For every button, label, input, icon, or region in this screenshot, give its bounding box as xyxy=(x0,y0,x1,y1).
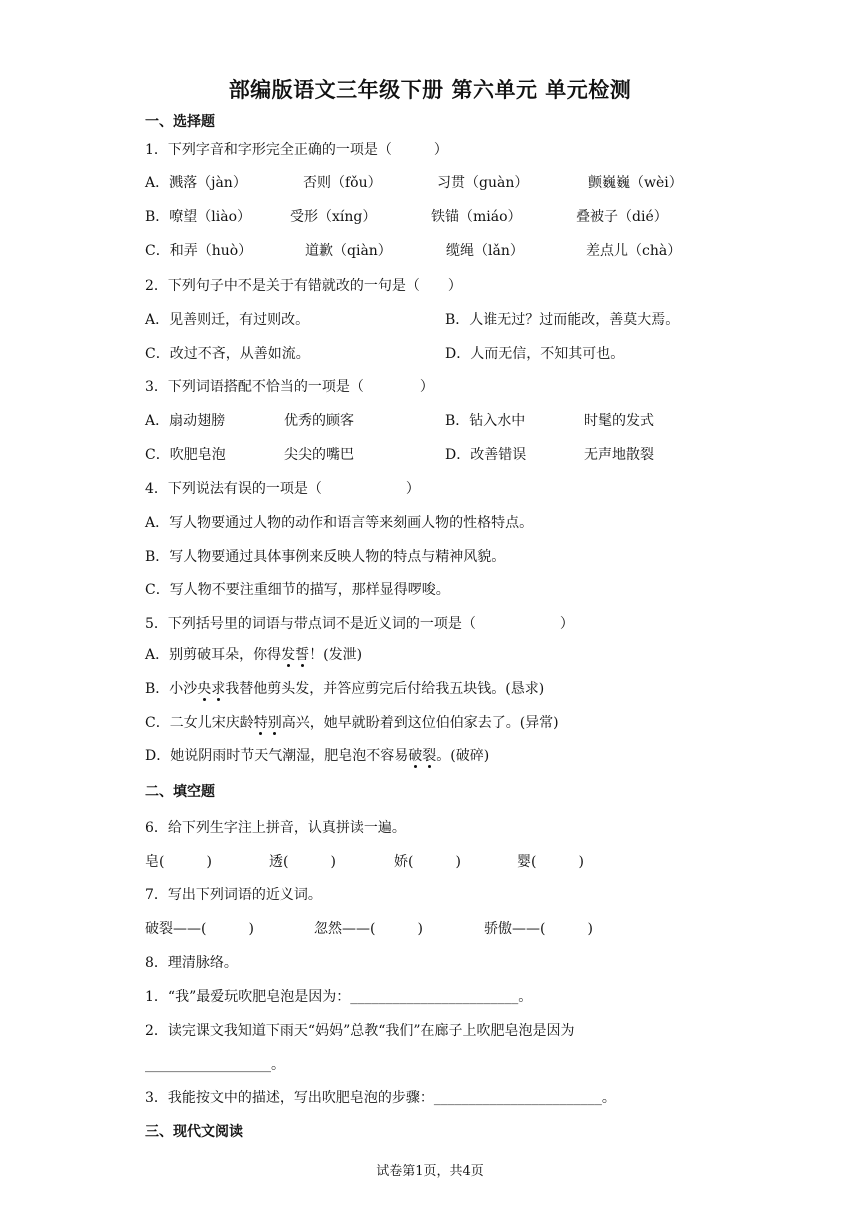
q5-option-b xyxy=(145,679,544,699)
q3-option-b-1: B．钻入水中 xyxy=(445,413,526,429)
q7-blank-2[interactable]: 忽然——( ) xyxy=(314,921,423,937)
q1-option-b-1: B．嘹望（liào） xyxy=(145,209,252,225)
q3-option-b-2: 时髦的发式 xyxy=(584,413,654,429)
q5-b-text: B．小沙 xyxy=(145,681,198,697)
section-heading-fill: 二、填空题 xyxy=(145,784,215,800)
q5-c-dotted-word-char-1: 别 xyxy=(267,715,282,731)
q2-option-d: D．人而无信，不知其可也。 xyxy=(445,346,625,362)
q5-a-tail: ！(发泄) xyxy=(309,647,363,663)
q2-option-c: C．改过不吝，从善如流。 xyxy=(145,346,310,362)
q3-option-a-1: A．扇动翅膀 xyxy=(145,413,226,429)
q8-line-2-blank[interactable]: __________________。 xyxy=(145,1057,285,1073)
q6-blank-1[interactable]: 皂( ) xyxy=(145,854,212,870)
q1-option-c-4: 差点儿（chà） xyxy=(586,243,682,259)
question-4-stem: 4．下列说法有误的一项是（ ） xyxy=(145,481,420,497)
q1-option-b-2: 受形（xíng） xyxy=(290,209,377,225)
q5-c-dotted-word-char-0: 特 xyxy=(253,715,268,731)
q5-d-dotted-word xyxy=(408,748,436,764)
q5-c-dotted-word xyxy=(254,715,282,731)
q8-line-2: 2．读完课文我知道下雨天“妈妈”总教“我们”在廊子上吹肥皂泡是因为 xyxy=(145,1023,575,1039)
question-5-stem: 5．下列括号里的词语与带点词不是近义词的一项是（ ） xyxy=(145,616,574,632)
page-title: 部编版语文三年级下册 第六单元 单元检测 xyxy=(228,78,632,102)
page-footer: 试卷第1页，共4页 xyxy=(376,1164,484,1179)
question-8-stem: 8．理清脉络。 xyxy=(145,955,238,971)
question-1-stem: 1．下列字音和字形完全正确的一项是（ ） xyxy=(145,142,448,158)
q1-option-a-4: 颤巍巍（wèi） xyxy=(588,175,683,191)
question-2-stem: 2．下列句子中不是关于有错就改的一句是（ ） xyxy=(145,278,462,294)
q4-option-b: B．写人物要通过具体事例来反映人物的特点与精神风貌。 xyxy=(145,549,506,565)
q1-option-c-3: 缆绳（lǎn） xyxy=(446,243,524,259)
q5-b-dotted-word-char-1: 求 xyxy=(211,681,226,697)
q5-a-dotted-word-char-1: 誓 xyxy=(295,647,310,663)
q5-option-d xyxy=(145,746,489,766)
q3-option-c-2: 尖尖的嘴巴 xyxy=(284,447,354,463)
question-7-stem: 7．写出下列词语的近义词。 xyxy=(145,887,322,903)
q7-blank-1[interactable]: 破裂——( ) xyxy=(145,921,254,937)
q5-b-tail: 我替他剪头发，并答应剪完后付给我五块钱。(恳求) xyxy=(225,681,545,697)
q3-option-d-1: D．改善错误 xyxy=(445,447,527,463)
q8-line-1[interactable]: 1．“我”最爱玩吹肥皂泡是因为：________________________。 xyxy=(145,989,533,1005)
q6-blank-4[interactable]: 婴( ) xyxy=(517,854,584,870)
question-3-stem: 3．下列词语搭配不恰当的一项是（ ） xyxy=(145,379,434,395)
q6-blank-3[interactable]: 娇( ) xyxy=(394,854,461,870)
q4-option-c: C．写人物不要注重细节的描写，那样显得啰唆。 xyxy=(145,582,450,598)
q1-option-a-3: 习贯（guàn） xyxy=(437,175,529,191)
q5-d-tail: 。(破碎) xyxy=(436,748,490,764)
q5-option-c xyxy=(145,713,559,733)
question-6-stem: 6．给下列生字注上拼音，认真拼读一遍。 xyxy=(145,820,406,836)
section-heading-reading: 三、现代文阅读 xyxy=(145,1124,243,1140)
q5-c-tail: 高兴，她早就盼着到这位伯伯家去了。(异常) xyxy=(281,715,559,731)
q5-a-dotted-word-char-0: 发 xyxy=(281,647,296,663)
q1-option-b-3: 铁锚（miáo） xyxy=(431,209,522,225)
q7-blank-3[interactable]: 骄傲——( ) xyxy=(484,921,593,937)
q1-option-a-2: 否则（fǒu） xyxy=(303,175,382,191)
q5-c-text: C．二女儿宋庆龄 xyxy=(145,715,254,731)
q5-b-dotted-word-char-0: 央 xyxy=(197,681,212,697)
q5-d-dotted-word-char-1: 裂 xyxy=(422,748,437,764)
q1-option-c-1: C．和弄（huò） xyxy=(145,243,253,259)
q2-option-a: A．见善则迁，有过则改。 xyxy=(145,312,310,328)
q5-a-dotted-word xyxy=(281,647,309,663)
q3-option-a-2: 优秀的顾客 xyxy=(284,413,354,429)
q1-option-c-2: 道歉（qiàn） xyxy=(305,243,392,259)
q3-option-d-2: 无声地散裂 xyxy=(584,447,654,463)
q5-d-text: D．她说阴雨时节天气潮湿，肥皂泡不容易 xyxy=(145,748,409,764)
q5-b-dotted-word xyxy=(197,681,225,697)
q8-line-3[interactable]: 3．我能按文中的描述，写出吹肥皂泡的步骤：________________________。 xyxy=(145,1090,616,1106)
q5-option-a xyxy=(145,645,362,665)
section-heading-choice: 一、选择题 xyxy=(145,114,215,130)
q1-option-a-1: A．溅落（jàn） xyxy=(145,175,247,191)
q6-blank-2[interactable]: 透( ) xyxy=(269,854,336,870)
q4-option-a: A．写人物要通过人物的动作和语言等来刻画人物的性格特点。 xyxy=(145,515,534,531)
q5-d-dotted-word-char-0: 破 xyxy=(408,748,423,764)
q5-a-text: A．别剪破耳朵，你得 xyxy=(145,647,282,663)
q2-option-b: B．人谁无过？过而能改，善莫大焉。 xyxy=(445,312,680,328)
q3-option-c-1: C．吹肥皂泡 xyxy=(145,447,226,463)
q1-option-b-4: 叠被子（dié） xyxy=(576,209,668,225)
